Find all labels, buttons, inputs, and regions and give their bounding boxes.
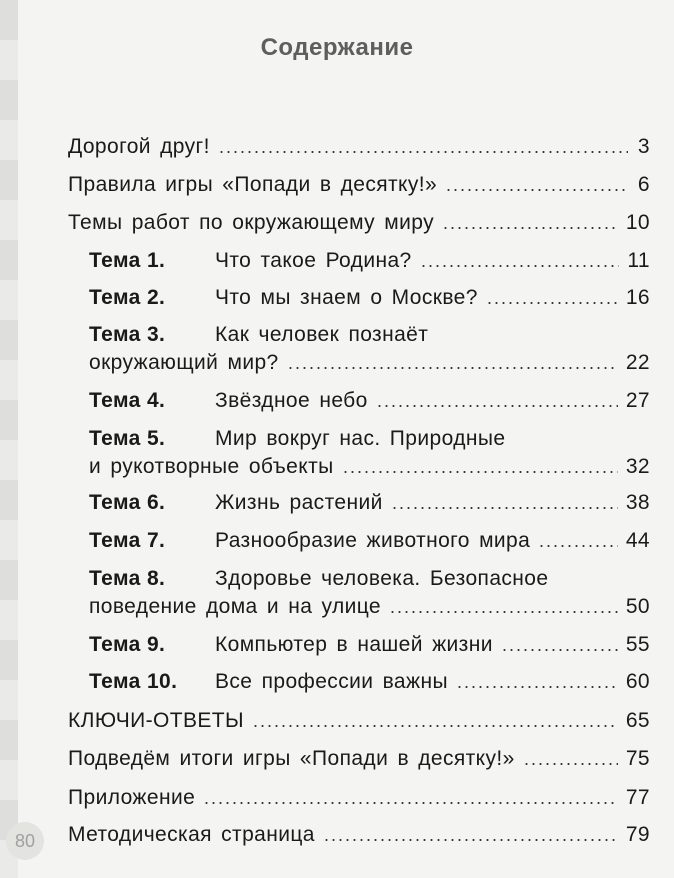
toc-entry-tema[interactable] (89, 388, 650, 414)
entry-page: 55 (625, 633, 650, 656)
dot-leader (376, 405, 618, 407)
dot-leader (523, 763, 618, 765)
entry-page: 16 (625, 286, 650, 309)
entry-page: 3 (637, 135, 650, 158)
toc-entry[interactable] (68, 708, 650, 734)
dot-leader (442, 227, 618, 229)
dot-leader (287, 367, 618, 369)
dot-leader (456, 686, 618, 688)
entry-title: КЛЮЧИ-ОТВЕТЫ (68, 709, 245, 732)
entry-title: и рукотворные объекты (89, 455, 334, 478)
entry-title-line1: Как человек познаёт (215, 323, 429, 346)
entry-page: 79 (625, 823, 650, 846)
toc-entry-tema[interactable] (89, 285, 650, 311)
entry-title: Подведём итоги игры «Попади в десятку!» (68, 747, 515, 770)
entry-title: Приложение (68, 786, 196, 809)
entry-page: 44 (625, 529, 650, 552)
entry-page: 50 (625, 595, 650, 618)
toc-entry-tema[interactable] (89, 248, 650, 274)
toc-entry-tema[interactable] (89, 528, 650, 554)
dot-leader (389, 611, 618, 613)
dot-leader (501, 649, 618, 651)
toc-entry[interactable] (68, 822, 650, 848)
page-number-badge: 80 (6, 822, 44, 860)
toc-entry-tema[interactable] (89, 632, 650, 658)
dot-leader (391, 507, 618, 509)
entry-title: Что такое Родина? (215, 249, 412, 272)
entry-page: 77 (625, 786, 650, 809)
entry-title: Разнообразие животного мира (215, 529, 531, 552)
toc-entry[interactable] (68, 746, 650, 772)
entry-page: 10 (625, 211, 650, 234)
tema-number: Тема 5. (89, 427, 166, 450)
toc-entry-tema[interactable] (89, 490, 650, 516)
entry-title-line1: Мир вокруг нас. Природные (215, 427, 506, 450)
toc-entry-tema[interactable] (89, 566, 650, 592)
entry-title: Методическая страница (68, 823, 315, 846)
tema-number: Тема 3. (89, 323, 166, 346)
toc-entry[interactable] (68, 785, 650, 811)
entry-page: 22 (625, 351, 650, 374)
dot-leader (218, 151, 628, 153)
entry-title: окружающий мир? (89, 351, 279, 374)
dot-leader (323, 839, 618, 841)
entry-title: Все профессии важны (215, 670, 448, 693)
toc-entry-continuation[interactable] (89, 594, 650, 620)
entry-title: Темы работ по окружающему миру (68, 211, 434, 234)
entry-page: 65 (625, 709, 650, 732)
entry-title: поведение дома и на улице (89, 595, 382, 618)
dot-leader (342, 471, 618, 473)
toc-entry-tema[interactable] (89, 426, 650, 452)
dot-leader (420, 265, 620, 267)
entry-page: 27 (625, 389, 650, 412)
toc-entry[interactable] (68, 210, 650, 236)
toc-entry-tema[interactable] (89, 322, 650, 348)
tema-number: Тема 7. (89, 529, 166, 552)
toc-entry[interactable] (68, 172, 650, 198)
page-title: Содержание (260, 34, 414, 61)
entry-title: Что мы знаем о Москве? (215, 286, 478, 309)
entry-page: 6 (637, 173, 650, 196)
tema-number: Тема 10. (89, 670, 178, 693)
entry-title-line1: Здоровье человека. Безопасное (215, 567, 549, 590)
tema-number: Тема 9. (89, 633, 166, 656)
dot-leader (252, 725, 618, 727)
entry-title: Компьютер в нашей жизни (215, 633, 493, 656)
dot-leader (203, 802, 618, 804)
entry-page: 60 (625, 670, 650, 693)
dot-leader (486, 302, 618, 304)
entry-title: Жизнь растений (215, 491, 383, 514)
tema-number: Тема 1. (89, 249, 166, 272)
entry-title: Правила игры «Попади в десятку!» (68, 173, 438, 196)
tema-number: Тема 8. (89, 567, 166, 590)
toc-entry-continuation[interactable] (89, 454, 650, 480)
tema-number: Тема 2. (89, 286, 166, 309)
entry-page: 75 (625, 747, 650, 770)
tema-number: Тема 4. (89, 389, 166, 412)
toc-entry[interactable] (68, 134, 650, 160)
dot-leader (445, 189, 628, 191)
tema-number: Тема 6. (89, 491, 166, 514)
entry-page: 32 (625, 455, 650, 478)
entry-title: Дорогой друг! (68, 135, 210, 158)
entry-page: 11 (627, 249, 650, 272)
dot-leader (538, 545, 618, 547)
entry-page: 38 (625, 491, 650, 514)
toc-entry-continuation[interactable] (89, 350, 650, 376)
entry-title: Звёздное небо (215, 389, 368, 412)
toc-entry-tema[interactable] (89, 669, 650, 695)
